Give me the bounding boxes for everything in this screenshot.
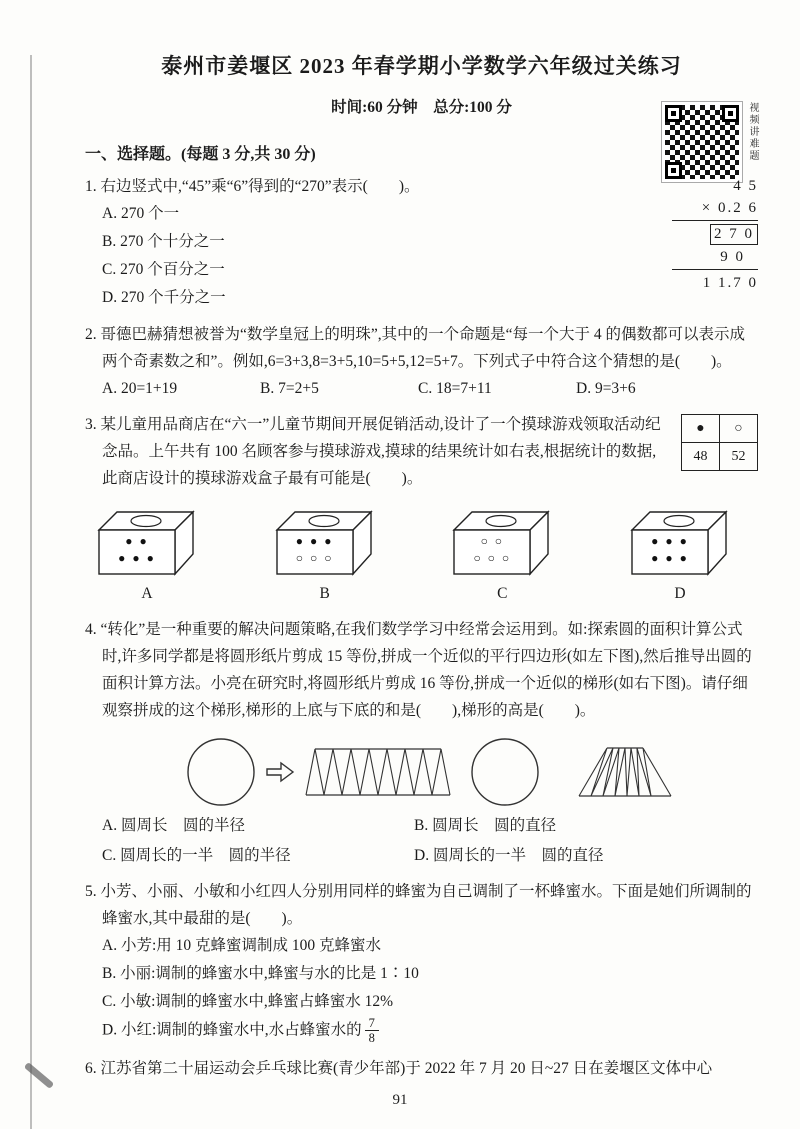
question-number: 5. — [85, 883, 97, 900]
option-c: C. 18=7+11 — [418, 380, 492, 397]
ball-boxes-row — [97, 506, 730, 607]
box-label: C — [497, 585, 508, 602]
option-b: B. 圆周长 圆的直径 — [414, 817, 557, 834]
option-a: A. 270 个一 — [102, 205, 180, 222]
box-figure — [630, 506, 730, 576]
question-number: 1. — [85, 178, 97, 195]
boxed-product: 2 7 0 — [710, 224, 758, 245]
question-text — [85, 173, 758, 200]
box-label: B — [319, 585, 330, 602]
option-d: D. 圆周长的一半 圆的直径 — [414, 847, 604, 864]
box-figure — [275, 506, 375, 576]
q1-options — [102, 200, 758, 312]
question-body: 右边竖式中,“45”乘“6”得到的“270”表示( )。 — [100, 178, 420, 195]
ball-box-d — [630, 506, 730, 607]
page-title: 泰州市姜堰区 2023 年春学期小学数学六年级过关练习 — [161, 54, 682, 78]
question-6 — [85, 1055, 758, 1082]
box-label: D — [674, 585, 686, 602]
question-number: 6. — [85, 1059, 97, 1077]
page-number: 91 — [392, 1092, 408, 1108]
box-figure — [97, 506, 197, 576]
option-d — [102, 1016, 758, 1046]
balls-row-2: ○ ○ ○ — [295, 551, 334, 565]
black-ball-header: ● — [682, 415, 720, 443]
qr-caption: 视频讲难题 — [747, 102, 758, 162]
option-b: B. 7=2+5 — [260, 380, 319, 397]
option-d: D. 9=3+6 — [576, 380, 636, 397]
box-label: A — [141, 585, 153, 602]
q4-options — [102, 812, 758, 869]
balls-row-2: ○ ○ ○ — [473, 551, 512, 565]
white-ball-count: 52 — [720, 443, 758, 471]
fraction-seven-eighths — [365, 1016, 379, 1046]
balls-row-2: ● ● ● — [651, 551, 689, 565]
section-heading: 一、选择题。(每题 3 分,共 30 分) — [85, 146, 316, 163]
q5-options — [102, 932, 758, 1046]
q2-options — [102, 375, 758, 402]
option-d: D. 270 个千分之一 — [102, 289, 226, 306]
question-body: 哥德巴赫猜想被誉为“数学皇冠上的明珠”,其中的一个命题是“每一个大于 4 的偶数都可以表示成两个奇素数之和”。例如,6=3+3,8=3+5,10=5+5,12=5+7。下列式子中符合这个猜想的是( )。 — [100, 326, 746, 370]
scan-edge-line — [30, 55, 32, 1129]
question-text — [85, 878, 758, 932]
option-a: A. 小芳:用 10 克蜂蜜调制成 100 克蜂蜜水 — [102, 937, 382, 954]
balls-row-1: ● ● ● — [651, 534, 689, 548]
time-total-line: 时间:60 分钟 总分:100 分 — [331, 99, 512, 116]
black-ball-count: 48 — [682, 443, 720, 471]
mult-factor2: × 0.2 6 — [672, 197, 758, 221]
trapezoid-pieces-figure — [575, 742, 675, 802]
option-d-text: D. 小红:调制的蜂蜜水中,水占蜂蜜水的 — [102, 1021, 362, 1039]
mult-partial1 — [672, 223, 758, 246]
question-text — [85, 1055, 758, 1082]
arrow-right-icon — [265, 760, 295, 784]
question-number: 2. — [85, 326, 97, 343]
balls-row-1: ● ● ● — [295, 534, 334, 548]
question-number: 3. — [85, 416, 97, 433]
question-body: 江苏省第二十届运动会乒乓球比赛(青少年部)于 2022 年 7 月 20 日~27 日在姜堰区文体中心 — [100, 1059, 713, 1077]
question-text — [85, 411, 758, 492]
option-a: A. 20=1+19 — [102, 380, 178, 397]
mult-result: 1 1.7 0 — [702, 275, 758, 291]
mult-partial2: 9 0 — [672, 246, 758, 270]
q4-figures — [185, 736, 758, 808]
scan-smudge — [24, 1062, 55, 1089]
option-b: B. 小丽:调制的蜂蜜水中,蜂蜜与水的比是 1∶10 — [102, 965, 419, 982]
option-a: A. 圆周长 圆的半径 — [102, 817, 245, 834]
fraction-denominator: 8 — [368, 1031, 375, 1046]
question-body: 某儿童用品商店在“六一”儿童节期间开展促销活动,设计了一个摸球游戏领取活动纪念品。上午共有 100 名顾客参与摸球游戏,摸球的结果统计如右表,根据统计的数据,此商店设计的摸球游戏盒子最有可能是( )。 — [100, 416, 661, 487]
ball-statistics-table — [681, 414, 758, 471]
option-b: B. 270 个十分之一 — [102, 233, 225, 250]
question-text — [85, 321, 758, 375]
question-body: “转化”是一种重要的解决问题策略,在我们数学学习中经常会运用到。如:探索圆的面积计算公式时,许多同学都是将圆形纸片剪成 15 等份,拼成一个近似的平行四边形(如左下图),然后推导出圆的面积计算方法。小亮在研究时,将圆形纸片剪成 16 等份,拼成一个近似的梯形(如右下图)。请仔细观察拼成的这个梯形,梯形的上底与下底的和是( ),梯形的高是( )。 — [100, 621, 752, 719]
option-c: C. 圆周长的一半 圆的半径 — [102, 847, 291, 864]
circle-figure-right — [469, 736, 541, 808]
fraction-numerator: 7 — [365, 1016, 379, 1031]
ball-box-a — [97, 506, 197, 607]
question-number: 4. — [85, 621, 97, 638]
white-ball-header: ○ — [720, 415, 758, 443]
balls-row-1: ○ ○ — [480, 534, 505, 548]
ball-box-b — [275, 506, 375, 607]
question-1 — [85, 173, 758, 312]
question-body: 小芳、小丽、小敏和小红四人分别用同样的蜂蜜为自己调制了一杯蜂蜜水。下面是她们所调制的蜂蜜水,其中最甜的是( )。 — [100, 883, 752, 927]
balls-row-1: ● ● — [125, 534, 149, 548]
option-c: C. 小敏:调制的蜂蜜水中,蜂蜜占蜂蜜水 12% — [102, 993, 394, 1010]
question-4 — [85, 616, 758, 869]
question-2 — [85, 321, 758, 402]
question-text — [85, 616, 758, 724]
option-c: C. 270 个百分之一 — [102, 261, 225, 278]
question-3 — [85, 411, 758, 607]
box-figure — [452, 506, 552, 576]
parallelogram-pieces-figure — [303, 743, 455, 801]
page-content — [85, 0, 758, 1082]
circle-figure-left — [185, 736, 257, 808]
balls-row-2: ● ● ● — [118, 551, 156, 565]
ball-box-c — [452, 506, 552, 607]
mult-factor1: 4 5 — [733, 178, 758, 194]
multiplication-worksheet — [672, 175, 758, 294]
question-5 — [85, 878, 758, 1046]
